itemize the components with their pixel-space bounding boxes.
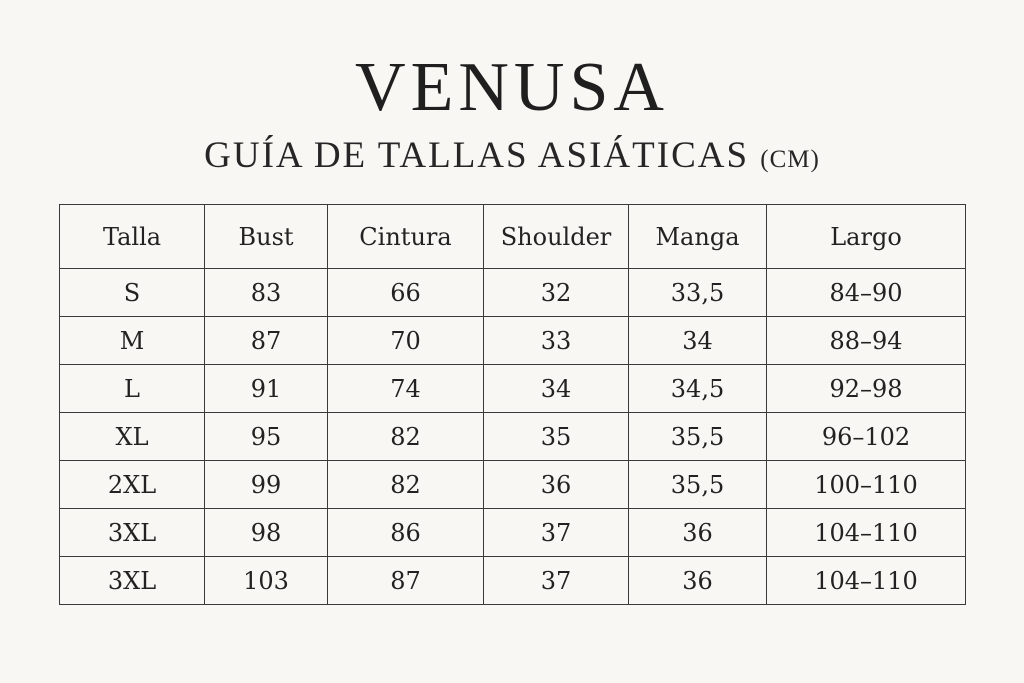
cell-cintura: 87 — [328, 557, 484, 605]
cell-bust: 103 — [205, 557, 328, 605]
cell-talla: 3XL — [60, 509, 205, 557]
cell-talla: 3XL — [60, 557, 205, 605]
column-header-talla: Talla — [60, 205, 205, 269]
table-row — [60, 269, 966, 317]
cell-cintura: 70 — [328, 317, 484, 365]
cell-shoulder: 37 — [484, 557, 629, 605]
cell-cintura: 74 — [328, 365, 484, 413]
subtitle-text: GUÍA DE TALLAS ASIÁTICAS — [204, 135, 750, 176]
cell-shoulder: 34 — [484, 365, 629, 413]
table-row — [60, 509, 966, 557]
cell-shoulder: 32 — [484, 269, 629, 317]
cell-largo: 88–94 — [767, 317, 966, 365]
cell-shoulder: 37 — [484, 509, 629, 557]
cell-manga: 36 — [629, 557, 767, 605]
cell-talla: M — [60, 317, 205, 365]
column-header-bust: Bust — [205, 205, 328, 269]
cell-cintura: 82 — [328, 461, 484, 509]
cell-manga: 33,5 — [629, 269, 767, 317]
cell-talla: L — [60, 365, 205, 413]
cell-largo: 100–110 — [767, 461, 966, 509]
cell-manga: 34 — [629, 317, 767, 365]
table-row — [60, 557, 966, 605]
cell-cintura: 86 — [328, 509, 484, 557]
cell-largo: 104–110 — [767, 557, 966, 605]
cell-cintura: 82 — [328, 413, 484, 461]
cell-talla: S — [60, 269, 205, 317]
cell-bust: 83 — [205, 269, 328, 317]
cell-shoulder: 36 — [484, 461, 629, 509]
column-header-shoulder: Shoulder — [484, 205, 629, 269]
cell-talla: XL — [60, 413, 205, 461]
cell-shoulder: 35 — [484, 413, 629, 461]
cell-bust: 91 — [205, 365, 328, 413]
table-row — [60, 317, 966, 365]
table-row — [60, 365, 966, 413]
cell-largo: 84–90 — [767, 269, 966, 317]
cell-bust: 99 — [205, 461, 328, 509]
cell-largo: 96–102 — [767, 413, 966, 461]
table-row — [60, 461, 966, 509]
cell-largo: 104–110 — [767, 509, 966, 557]
table-row — [60, 413, 966, 461]
brand-title: VENUSA — [355, 49, 669, 126]
cell-bust: 87 — [205, 317, 328, 365]
cell-manga: 34,5 — [629, 365, 767, 413]
cell-bust: 95 — [205, 413, 328, 461]
subtitle-unit: (CM) — [760, 146, 820, 173]
table-header-row — [60, 205, 966, 269]
cell-manga: 35,5 — [629, 461, 767, 509]
size-table — [59, 204, 966, 605]
size-guide-subtitle — [0, 134, 1024, 182]
cell-talla: 2XL — [60, 461, 205, 509]
cell-largo: 92–98 — [767, 365, 966, 413]
cell-manga: 36 — [629, 509, 767, 557]
cell-shoulder: 33 — [484, 317, 629, 365]
cell-bust: 98 — [205, 509, 328, 557]
column-header-manga: Manga — [629, 205, 767, 269]
column-header-cintura: Cintura — [328, 205, 484, 269]
cell-manga: 35,5 — [629, 413, 767, 461]
cell-cintura: 66 — [328, 269, 484, 317]
column-header-largo: Largo — [767, 205, 966, 269]
